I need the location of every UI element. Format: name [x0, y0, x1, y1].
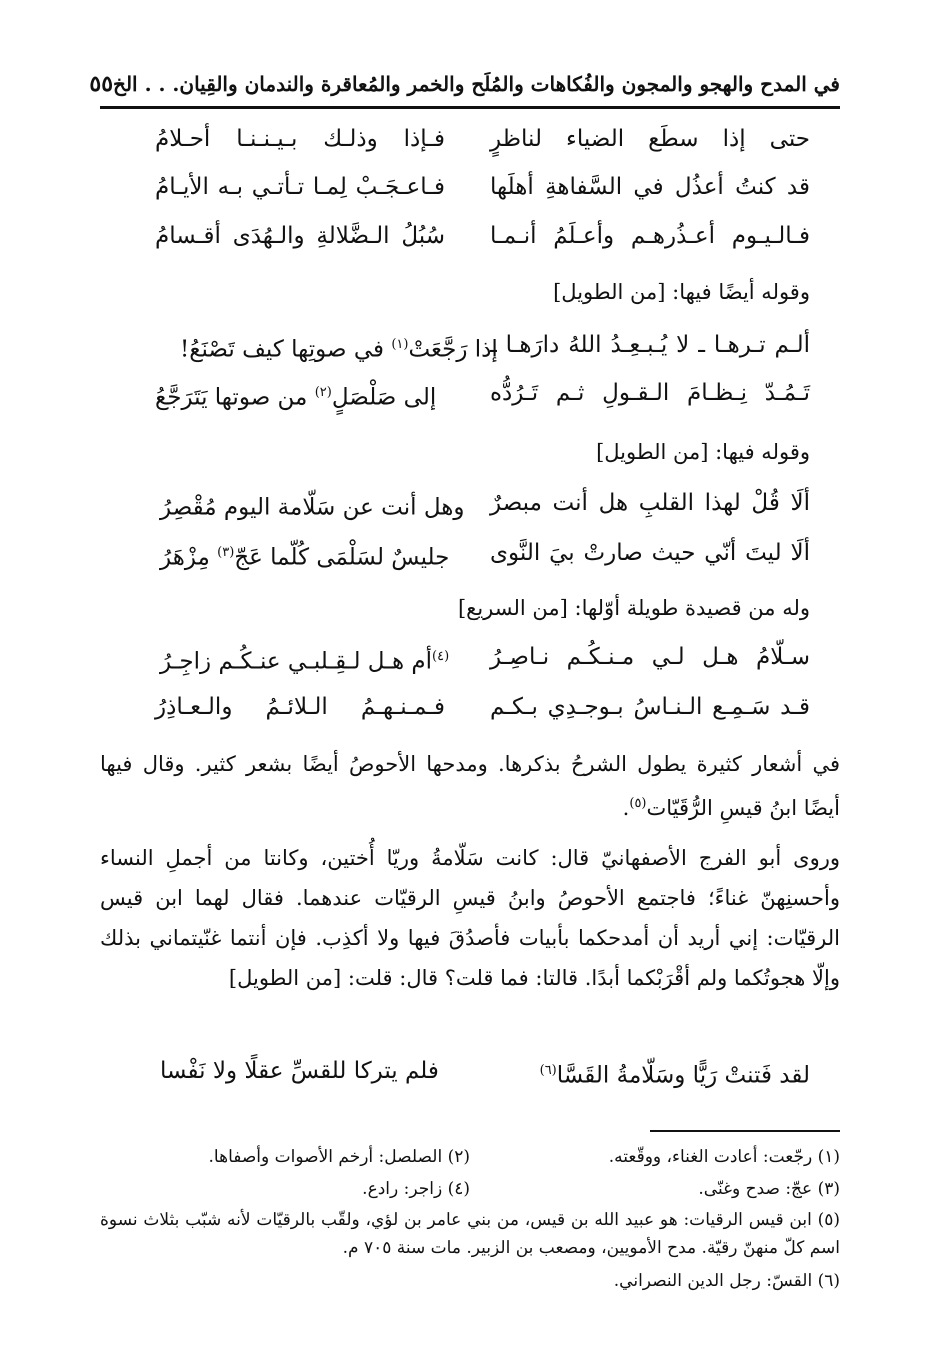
verse-first-hemistich: قـد سَـمِـع الـنـاسُ بـوجـدِي بـكـم: [490, 694, 810, 720]
verse-first-hemistich: [540, 1048, 810, 1099]
paragraph: [100, 838, 840, 998]
footnote-separator: [650, 1130, 840, 1132]
verse-line: [100, 530, 840, 576]
verse-first-hemistich: حتى إذا سطَع الضياء لناظرٍ: [490, 126, 810, 152]
verse-second-hemistich: [160, 530, 449, 581]
verse-first-hemistich: ألَا قُلْ لهذا القلبِ هل أنت مبصرٌ: [490, 490, 810, 516]
footnote-ref: (١): [391, 337, 409, 352]
verse-line: [100, 480, 840, 526]
verse-intro: وقوله فيها: [من الطويل]: [596, 440, 810, 464]
verse-second-hemistich: فـمـنـهـمُ الـلائـمُ والـعـاذِرُ: [155, 694, 445, 720]
hemistich-text: أم هـل لـقِـلبـي عنـكُـم زاجِـرُ: [160, 648, 433, 675]
verse-line: [100, 1048, 840, 1094]
page-number: ٥٥: [89, 71, 114, 97]
hemistich-text: جليسٌ لسَلْمَى كُلّما عَجّ: [234, 544, 450, 571]
verse-line: [100, 213, 840, 259]
paragraph-text: .: [622, 796, 630, 820]
verse-line: [100, 370, 840, 416]
verse-first-hemistich: سـلّامُ هـل لـي مـنـكُـم نـاصِـرُ: [490, 644, 810, 670]
verse-line: [100, 164, 840, 210]
footnote: (٦) القسّ: رجل الدين النصراني.: [613, 1271, 840, 1291]
verse-first-hemistich: ألـم تـرهـا ـ لا يُـبـعِـدُ اللهُ دارَهـا ـ: [490, 332, 810, 358]
verse-first-hemistich: ألَا ليتَ أنّي حيث صارتْ بيَ النَّوى: [490, 540, 810, 566]
verse-second-hemistich: [160, 634, 449, 685]
paragraph: [100, 744, 840, 828]
footnote: (٤) زاجر: رادع.: [362, 1179, 470, 1199]
footnote-ref: (٥): [629, 796, 647, 811]
verse-intro: وقوله أيضًا فيها: [من الطويل]: [553, 280, 810, 304]
verse-intro: وله من قصيدة طويلة أوّلها: [من السريع]: [457, 596, 810, 620]
paragraph-text: وروى أبو الفرج الأصفهانيّ قال: كانت سَلّامةُ وريّا أُختين، وكانتا من أجملِ النساء وأحسنِهنّ غناءً؛ فاجتمع الأحوصُ وابنُ قيسِ الرقيّات عندهما. فقال لهما ابن قيس الرقيّات: إني أريد أن أمدحكما بأبيات فأصدُقَ فيها ولا أكذِب. فإن أنتما غنّيتماني بذلك وإلّا هجوتُكما ولم أقْرَبْكما أبدًا. قالتا: فما قلت؟ قال: قلت: [من الطويل]: [100, 846, 840, 990]
verse-line: [100, 634, 840, 680]
hemistich-text: إذا رَجَّعَتْ: [408, 336, 498, 363]
verse-second-hemistich: [180, 322, 498, 373]
running-header: [89, 62, 840, 109]
verse-second-hemistich: [160, 480, 465, 531]
verse-first-hemistich: قد كنتُ أعذُل في السَّفاهةِ أهلَها: [490, 174, 810, 200]
paragraph-text: في أشعار كثيرة يطول الشرحُ بذكرها. ومدحها الأحوصُ أيضًا بشعر كثير. وقال فيها أيضًا ابنُ قيسِ الرُّقَيّات: [100, 752, 840, 820]
verse-line: [100, 684, 840, 730]
footnote: (٣) عجّ: صدح وغنّى.: [698, 1179, 840, 1199]
verse-second-hemistich: فـإذا وذلـك بـيـنـنـا أحـلامُ: [155, 126, 445, 152]
footnote-ref: (٤): [432, 649, 450, 664]
footnote-ref: (٢): [314, 385, 332, 400]
footnote: (١) رجّعت: أعادت الغناء، ووقّعته.: [608, 1147, 840, 1167]
verse-second-hemistich: فلم يتركا للقسِّ عقلًا ولا نَفْسا: [160, 1058, 439, 1084]
footnote-ref: (٣): [217, 545, 235, 560]
hemistich-text: وهل أنت عن سَلّامة اليوم مُقْصِرُ: [160, 494, 465, 521]
hemistich-text: لقد فَتنتْ رَيًّا وسَلّامةُ القَسَّا: [556, 1062, 810, 1089]
footnote: (٢) الصلصل: أرخم الأصوات وأصفاها.: [208, 1147, 470, 1167]
verse-first-hemistich: فـالـيـوم أعـذُرهـم وأعـلَمُ أنـمـا: [490, 223, 810, 249]
hemistich-text: مِزْهَرُ: [160, 544, 218, 571]
footnote: (٥) ابن قيس الرقيات: هو عبيد الله بن قيس، من بني عامر بن لؤي، ولقّب بالرقيّات لأنه شبّب بثلاث نسوة اسم كلّ منهنّ رقيّة. مدح الأمويين، ومصعب بن الزبير. مات سنة ٧٠٥ م.: [100, 1210, 840, 1258]
running-title: في المدح والهجو والمجون والفُكاهات والمُلَح والخمر والمُعاقرة والندمان والقِيان. . . الخ: [113, 72, 840, 96]
hemistich-text: في صوتِها كيف تَصْنَعُ!: [180, 336, 392, 363]
verse-first-hemistich: تَـمُـدّ نِـظـامَ الـقـولِ ثـم تَـرُدُّه: [490, 380, 810, 406]
verse-line: [100, 116, 840, 162]
verse-line: [100, 322, 840, 368]
verse-second-hemistich: [155, 370, 436, 421]
hemistich-text: إلى صَلْصَلٍ: [331, 384, 437, 411]
footnote-ref: (٦): [539, 1063, 557, 1078]
verse-second-hemistich: فـاعـجَـبْ لِمـا تـأتـي بـه الأيـامُ: [155, 174, 445, 200]
hemistich-text: من صوتها يَتَرَجَّعُ: [155, 384, 315, 411]
verse-second-hemistich: سُبُلُ الـضَّلالةِ والـهُدَى أقـسامُ: [155, 223, 445, 249]
